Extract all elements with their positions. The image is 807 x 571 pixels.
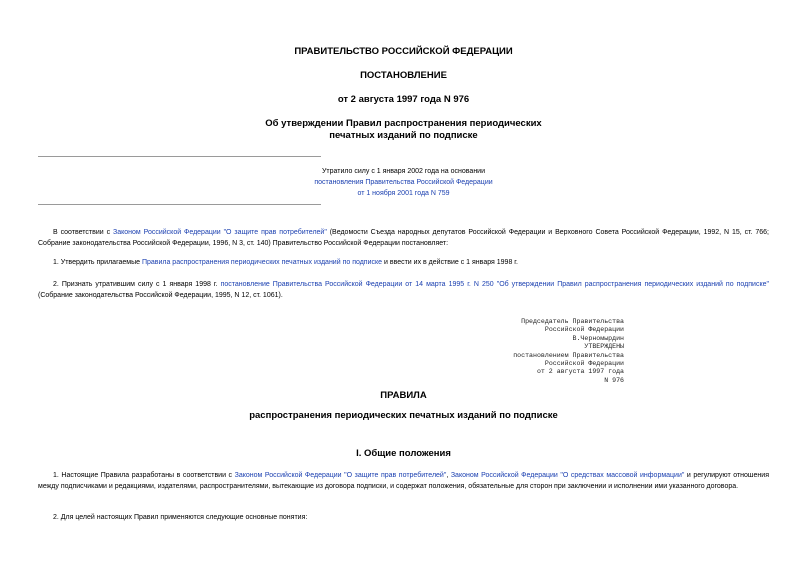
divider-top xyxy=(38,156,321,157)
item-1-text-2: и ввести их в действие с 1 января 1998 г. xyxy=(382,259,518,266)
date-number-heading: от 2 августа 1997 года N 976 xyxy=(337,94,470,105)
rules-p1-text-1: 1. Настоящие Правила разработаны в соответствии с xyxy=(53,472,235,479)
rules-p1-text-2: , xyxy=(446,472,451,479)
status-link-text-1[interactable]: постановления Правительства Российской Федерации xyxy=(314,179,493,186)
item-1-text-1: 1. Утвердить прилагаемые xyxy=(53,259,142,266)
item-2-decree-link[interactable]: постановление Правительства Российской Федерации от 14 марта 1995 г. N 250 "Об утверждении Правил распространения периодических изданий по подписке" xyxy=(220,281,769,288)
preamble-law-link[interactable]: Законом Российской Федерации "О защите прав потребителей" xyxy=(112,229,327,236)
signature-line: Председатель Правительства xyxy=(521,318,624,325)
status-link-1[interactable] xyxy=(0,179,807,186)
signature-line: N 976 xyxy=(604,376,624,384)
preamble-text-1: В соответствии с xyxy=(53,229,113,236)
item-1-rules-link[interactable]: Правила распространения периодических печатных изданий по подписке xyxy=(141,259,383,266)
rules-paragraph-1 xyxy=(38,470,769,492)
title-line-1: Об утверждении Правил распространения периодических xyxy=(265,118,542,129)
signature-line: Российской Федерации xyxy=(544,360,624,368)
rules-subtitle: распространения периодических печатных изданий по подписке xyxy=(249,410,558,421)
media-law-link[interactable]: Законом Российской Федерации "О средствах массовой информации" xyxy=(450,472,685,479)
section-1-heading: I. Общие положения xyxy=(356,448,451,459)
title-line-2: печатных изданий по подписке xyxy=(329,130,478,141)
doc-type-heading: ПОСТАНОВЛЕНИЕ xyxy=(360,70,447,81)
signature-line: от 2 августа 1997 года xyxy=(536,368,624,376)
item-1-paragraph xyxy=(38,257,769,268)
signature-line: Российской Федерации xyxy=(544,326,624,334)
item-2-text-2: (Собрание законодательства Российской Федерации, 1995, N 12, ст. 1061). xyxy=(38,292,283,299)
signature-block xyxy=(513,318,624,385)
rules-p1-text-3: и регулируют отношения между подписчиками и редакциями, издателями, распространителями, вытекающие из договора подписки, и содержат положения, обязательные для сторон при заключении и исполнении ими указанного договора. xyxy=(38,472,769,490)
status-link-2[interactable] xyxy=(0,190,807,197)
divider-bottom xyxy=(38,204,321,205)
status-line: Утратило силу с 1 января 2002 года на основании xyxy=(321,168,486,175)
signature-line: В.Черномырдин xyxy=(572,334,624,342)
org-heading: ПРАВИТЕЛЬСТВО РОССИЙСКОЙ ФЕДЕРАЦИИ xyxy=(294,46,513,57)
item-2-paragraph xyxy=(38,279,769,301)
preamble-paragraph xyxy=(38,227,769,249)
signature-line: УТВЕРЖДЕНЫ xyxy=(584,343,624,351)
item-2-text-1: 2. Признать утратившим силу с 1 января 1998 г. xyxy=(53,281,221,288)
rules-title: ПРАВИЛА xyxy=(380,390,427,401)
rules-paragraph-2: 2. Для целей настоящих Правил применяются следующие основные понятия: xyxy=(53,514,308,521)
signature-line: постановлением Правительства xyxy=(513,351,624,359)
preamble-text-2: (Ведомости Съезда народных депутатов Российской Федерации и Верховного Совета Российской Федерации, 1992, N 15, ст. 766; Собрание законодательства Российской Федерации, 1996, N 3, ст. 140) Правительство Российской Федерации постановляет: xyxy=(38,229,769,247)
consumer-law-link[interactable]: Законом Российской Федерации "О защите прав потребителей" xyxy=(234,472,447,479)
status-link-text-2[interactable]: от 1 ноября 2001 года N 759 xyxy=(357,190,450,197)
